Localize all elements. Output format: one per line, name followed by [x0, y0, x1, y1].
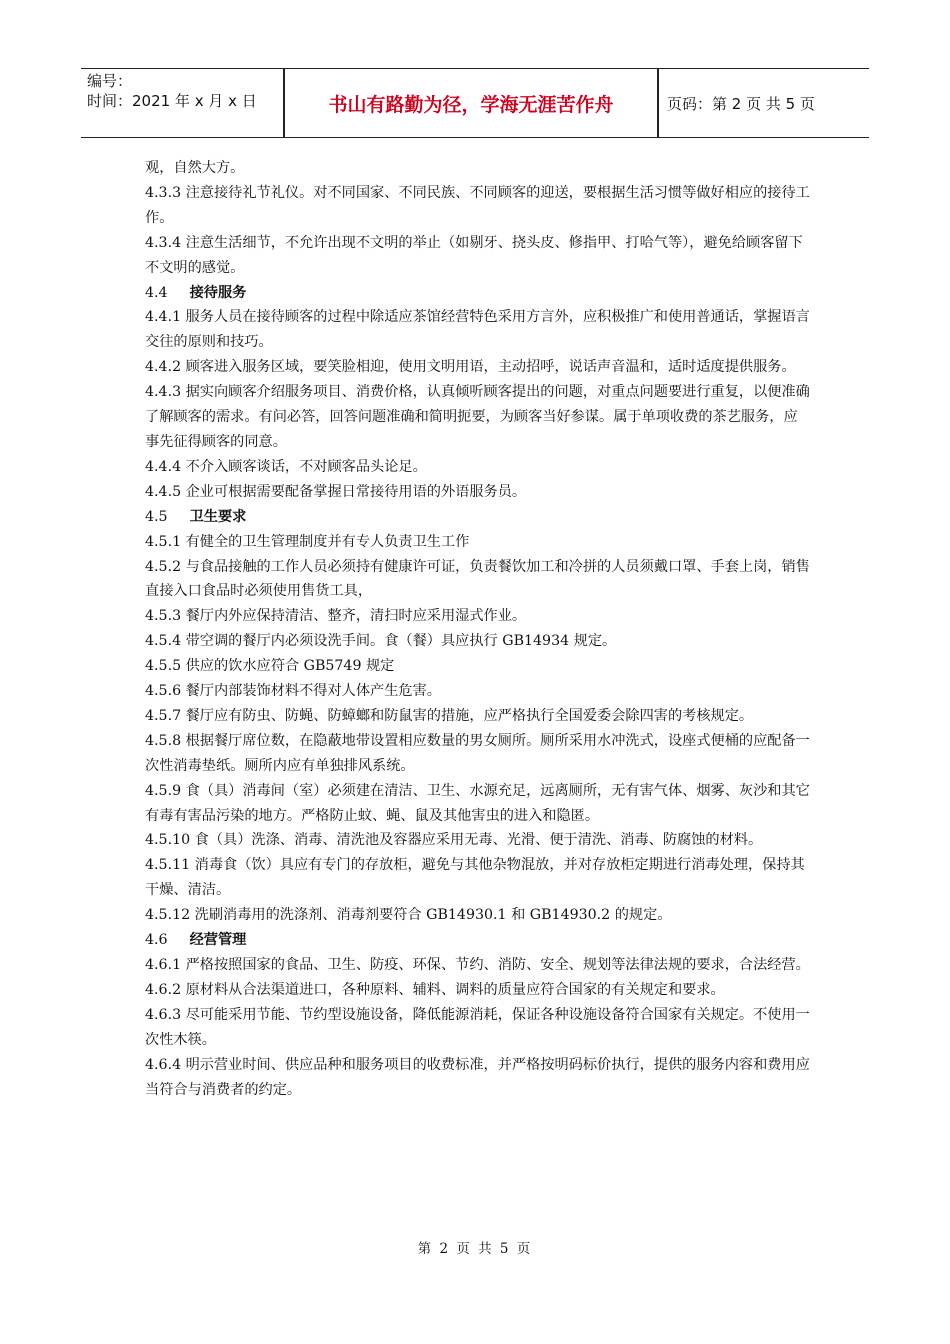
section-title: 卫生要求 — [189, 508, 247, 525]
number-label: 编号： — [87, 72, 133, 90]
page-footer: 第 2 页 共 5 页 — [417, 1241, 533, 1257]
document-body — [145, 156, 810, 1102]
clause: 4.5.2 与食品接触的工作人员必须持有健康许可证，负责餐饮加工和冷拼的人员须戴口罩、手套上岗，销售直接入口食品时必须使用售货工具， — [145, 558, 810, 600]
section-number: 4.6 — [145, 932, 168, 949]
page-header — [81, 68, 869, 138]
section-heading — [145, 505, 810, 530]
section-title: 经营管理 — [189, 932, 247, 949]
clause: 4.4.5 企业可根据需要配备掌握日常接待用语的外语服务员。 — [145, 483, 527, 500]
clause: 4.5.1 有健全的卫生管理制度并有专人负责卫生工作 — [145, 533, 470, 550]
paragraph: 4.3.3 注意接待礼节礼仪。对不同国家、不同民族、不同顾客的迎送，要根据生活习惯等做好相应的接待工作。 — [145, 184, 810, 226]
header-motto: 书山有路勤为径，学海无涯苦作舟 — [328, 93, 614, 116]
clause: 4.5.5 供应的饮水应符合 GB5749 规定 — [145, 658, 395, 675]
clause: 4.6.4 明示营业时间、供应品种和服务项目的收费标准，并严格按明码标价执行，提供的服务内容和费用应当符合与消费者的约定。 — [145, 1056, 810, 1098]
section-number: 4.4 — [145, 284, 168, 301]
clause: 4.5.6 餐厅内部装饰材料不得对人体产生危害。 — [145, 683, 441, 700]
clause: 4.5.3 餐厅内外应保持清洁、整齐，清扫时应采用湿式作业。 — [145, 608, 527, 625]
paragraph: 4.3.4 注意生活细节，不允许出现不文明的举止（如剔牙、挠头皮、修指甲、打哈气等），避免给顾客留下不文明的感觉。 — [145, 234, 803, 276]
clause: 4.5.12 洗刷消毒用的洗涤剂、消毒剂要符合 GB14930.1 和 GB14930.2 的规定。 — [145, 907, 672, 924]
clause: 4.5.4 带空调的餐厅内必须设洗手间。食（餐）具应执行 GB14934 规定。 — [145, 633, 617, 650]
section-title: 接待服务 — [189, 284, 247, 301]
clause: 4.6.1 严格按照国家的食品、卫生、防疫、环保、节约、消防、安全、规划等法律法规的要求，合法经营。 — [145, 957, 810, 973]
clause: 4.5.11 消毒食（饮）具应有专门的存放柜，避免与其他杂物混放，并对存放柜定期进行消毒处理，保持其干燥、清洁。 — [145, 857, 805, 899]
clause: 4.5.8 根据餐厅席位数，在隐蔽地带设置相应数量的男女厕所。厕所采用水冲洗式，设座式便桶的应配备一次性消毒垫纸。厕所内应有单独排风系统。 — [145, 732, 810, 774]
clause: 4.4.1 服务人员在接待顾客的过程中除适应茶馆经营特色采用方言外，应积极推广和使用普通话，掌握语言交往的原则和技巧。 — [145, 309, 810, 351]
paragraph: 观，自然大方。 — [145, 160, 245, 176]
section-number: 4.5 — [145, 508, 168, 525]
clause: 4.5.10 食（具）洗涤、消毒、清洗池及容器应采用无毒、光滑、便于清洗、消毒、防腐蚀的材料。 — [145, 832, 763, 849]
clause: 4.4.4 不介入顾客谈话，不对顾客品头论足。 — [145, 458, 427, 475]
clause: 4.4.3 据实向顾客介绍服务项目、消费价格，认真倾听顾客提出的问题，对重点问题要进行重复，以便准确了解顾客的需求。有问必答，回答问题准确和简明扼要，为顾客当好参谋。属于单项收费的茶艺服务，应事先征得顾客的同意。 — [145, 384, 810, 450]
header-meta — [87, 71, 277, 111]
time-label: 时间：2021 年 x 月 x 日 — [87, 92, 257, 110]
clause: 4.6.2 原材料从合法渠道进口，各种原料、辅料、调料的质量应符合国家的有关规定和要求。 — [145, 981, 725, 998]
section-heading — [145, 928, 810, 953]
clause: 4.6.3 尽可能采用节能、节约型设施设备，降低能源消耗，保证各种设施设备符合国家有关规定。不使用一次性木筷。 — [145, 1006, 810, 1048]
header-page-info: 页码：第 2 页 共 5 页 — [667, 94, 815, 113]
clause: 4.5.7 餐厅应有防虫、防蝇、防蟑螂和防鼠害的措施，应严格执行全国爱委会除四害的考核规定。 — [145, 707, 754, 724]
section-heading — [145, 281, 810, 306]
clause: 4.4.2 顾客进入服务区域，要笑脸相迎，使用文明用语，主动招呼，说话声音温和，适时适度提供服务。 — [145, 359, 796, 376]
clause: 4.5.9 食（具）消毒间（室）必须建在清洁、卫生、水源充足，远离厕所，无有害气体、烟雾、灰沙和其它有毒有害品污染的地方。严格防止蚊、蝇、鼠及其他害虫的进入和隐匿。 — [145, 782, 810, 824]
